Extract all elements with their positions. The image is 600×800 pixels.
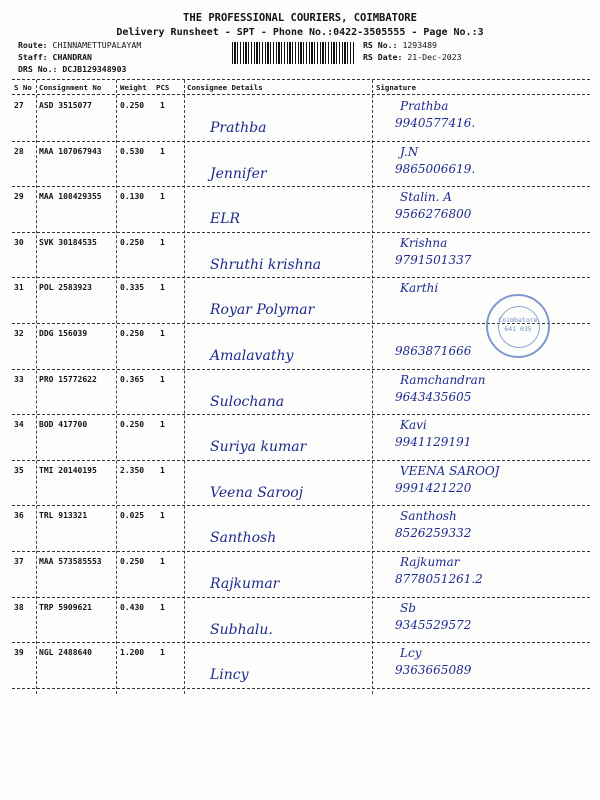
row-divider bbox=[12, 141, 590, 142]
row-pcs: 1 bbox=[160, 283, 165, 293]
row-weight: 0.250 bbox=[120, 101, 145, 110]
row-phone: 8526259332 bbox=[395, 526, 472, 541]
row-weight: 0.430 bbox=[120, 602, 145, 612]
row-weight: 0.130 bbox=[120, 192, 145, 202]
row-weight: 0.025 bbox=[120, 511, 145, 521]
row-sno: 27 bbox=[14, 101, 24, 110]
row-sno: 39 bbox=[14, 648, 24, 658]
row-signature: Karthi bbox=[400, 281, 439, 296]
table-top-rule bbox=[12, 79, 590, 80]
row-pcs: 1 bbox=[160, 602, 165, 612]
row-phone: 9863871666 bbox=[395, 344, 472, 358]
row-weight: 0.250 bbox=[120, 557, 145, 566]
row-weight: 0.250 bbox=[120, 420, 145, 430]
row-weight: 1.200 bbox=[120, 648, 145, 658]
row-weight: 0.250 bbox=[120, 329, 145, 338]
route-info bbox=[18, 40, 141, 50]
route-value: CHINNAMETTUPALAYAM bbox=[52, 40, 142, 50]
row-pcs: 1 bbox=[160, 420, 165, 430]
row-weight: 0.250 bbox=[120, 237, 145, 247]
row-signature: Lcy bbox=[400, 646, 422, 661]
row-consignee-name: Rajkumar bbox=[210, 576, 280, 592]
barcode bbox=[232, 42, 354, 64]
row-divider bbox=[12, 414, 590, 415]
row-consignee-name: Subhalu. bbox=[210, 621, 273, 638]
row-signature: VEENA SAROOJ bbox=[400, 463, 500, 478]
row-weight: 0.335 bbox=[120, 283, 145, 293]
row-sno: 37 bbox=[14, 557, 24, 566]
col-pcs: PCS bbox=[156, 83, 170, 92]
row-consignment-no: NGL 2488640 bbox=[39, 648, 92, 658]
row-consignment-no: POL 2583923 bbox=[39, 283, 92, 293]
col-weight: Weight bbox=[120, 83, 147, 92]
row-weight: 0.530 bbox=[120, 146, 145, 156]
rs-date-info bbox=[363, 52, 462, 62]
rs-no-label: RS No.: bbox=[363, 40, 398, 50]
row-sno: 31 bbox=[14, 283, 24, 293]
row-weight: 0.365 bbox=[120, 374, 145, 384]
row-divider bbox=[12, 642, 590, 643]
row-divider bbox=[12, 277, 590, 278]
row-sno: 38 bbox=[14, 602, 24, 612]
row-signature: Sb bbox=[400, 600, 416, 615]
row-weight: 2.350 bbox=[120, 465, 145, 475]
row-consignment-no: BOD 417700 bbox=[39, 420, 88, 430]
col-divider bbox=[116, 80, 117, 694]
rs-date-value: 21-Dec-2023 bbox=[407, 52, 462, 62]
row-sno: 34 bbox=[14, 420, 24, 430]
row-divider bbox=[12, 460, 590, 461]
row-phone: 9865006619. bbox=[395, 161, 476, 176]
col-sno: S No bbox=[14, 83, 32, 92]
col-divider bbox=[36, 80, 37, 694]
row-phone: 8778051261.2 bbox=[395, 572, 483, 586]
row-phone: 9363665089 bbox=[395, 663, 472, 678]
staff-label: Staff: bbox=[18, 52, 48, 62]
stamp-city: Coimbatore bbox=[498, 316, 538, 324]
row-divider bbox=[12, 688, 590, 689]
row-consignment-no: MAA 573585553 bbox=[39, 557, 102, 566]
row-divider bbox=[12, 232, 590, 233]
row-consignee-name: Veena Sarooj bbox=[210, 484, 304, 501]
stamp-pin: 641 035 bbox=[504, 325, 532, 333]
row-divider bbox=[12, 505, 590, 506]
row-phone: 9345529572 bbox=[395, 617, 472, 632]
row-pcs: 1 bbox=[160, 146, 165, 156]
row-signature: J.N bbox=[400, 144, 419, 159]
row-sno: 36 bbox=[14, 511, 24, 521]
row-consignee-name: Jennifer bbox=[210, 165, 267, 182]
row-sno: 30 bbox=[14, 237, 24, 247]
row-consignee-name: Sulochana bbox=[210, 393, 285, 410]
col-divider bbox=[372, 80, 373, 694]
row-pcs: 1 bbox=[160, 374, 165, 384]
drs-label: DRS No.: bbox=[18, 64, 58, 74]
row-sno: 33 bbox=[14, 374, 24, 384]
row-consignment-no: PRO 15772622 bbox=[39, 374, 97, 384]
row-consignment-no: TRL 913321 bbox=[39, 511, 88, 521]
staff-info bbox=[18, 52, 92, 62]
row-divider bbox=[12, 551, 590, 552]
staff-value: CHANDRAN bbox=[52, 52, 92, 62]
row-sno: 28 bbox=[14, 146, 24, 156]
row-signature: Santhosh bbox=[400, 509, 457, 524]
row-consignment-no: MAA 107067943 bbox=[39, 146, 102, 156]
row-signature: Rajkumar bbox=[400, 555, 460, 569]
row-pcs: 1 bbox=[160, 465, 165, 475]
row-consignee-name: Amalavathy bbox=[210, 348, 294, 364]
row-pcs: 1 bbox=[160, 101, 165, 110]
row-consignee-name: ELR bbox=[210, 211, 241, 228]
header-bottom-rule bbox=[12, 94, 590, 95]
rs-no-info bbox=[363, 40, 437, 50]
row-pcs: 1 bbox=[160, 557, 165, 566]
row-consignment-no: TRP 5909621 bbox=[39, 602, 92, 612]
row-divider bbox=[12, 597, 590, 598]
row-divider bbox=[12, 369, 590, 370]
row-signature: Kavi bbox=[400, 418, 427, 433]
drs-info bbox=[18, 64, 126, 74]
row-consignment-no: SVK 30184535 bbox=[39, 237, 97, 247]
row-phone: 9791501337 bbox=[395, 252, 472, 267]
row-divider bbox=[12, 186, 590, 187]
row-pcs: 1 bbox=[160, 648, 165, 658]
rs-no-value: 1293489 bbox=[402, 40, 437, 50]
row-consignee-name: Royar Polymar bbox=[210, 302, 315, 319]
row-signature: Ramchandran bbox=[400, 372, 486, 387]
row-sno: 29 bbox=[14, 192, 24, 202]
row-consignee-name: Lincy bbox=[210, 667, 249, 684]
row-pcs: 1 bbox=[160, 192, 165, 202]
runsheet-subtitle: Delivery Runsheet - SPT - Phone No.:0422-3505555 - Page No.:3 bbox=[116, 27, 484, 38]
col-consignment: Consignment No bbox=[39, 83, 102, 92]
rs-date-label: RS Date: bbox=[363, 52, 403, 62]
row-consignment-no: MAA 108429355 bbox=[39, 192, 102, 202]
row-pcs: 1 bbox=[160, 237, 165, 247]
row-pcs: 1 bbox=[160, 511, 165, 521]
row-phone: 9940577416. bbox=[395, 116, 476, 130]
row-sno: 32 bbox=[14, 329, 24, 338]
row-phone: 9566276800 bbox=[395, 207, 472, 222]
row-consignment-no: TMI 20140195 bbox=[39, 465, 97, 475]
row-consignee-name: Santhosh bbox=[210, 530, 277, 547]
row-signature: Prathba bbox=[400, 99, 449, 113]
row-phone: 9941129191 bbox=[395, 435, 472, 450]
row-consignee-name: Shruthi krishna bbox=[210, 256, 322, 273]
company-stamp bbox=[486, 294, 550, 358]
row-phone: 9643435605 bbox=[395, 389, 472, 404]
drs-value: DCJB129348903 bbox=[62, 64, 127, 74]
row-signature: Stalin. A bbox=[400, 190, 452, 205]
col-divider bbox=[184, 80, 185, 694]
col-consignee: Consignee Details bbox=[187, 83, 263, 92]
col-signature: Signature bbox=[376, 83, 417, 92]
company-title: THE PROFESSIONAL COURIERS, COIMBATORE bbox=[183, 12, 417, 24]
row-sno: 35 bbox=[14, 465, 24, 475]
row-signature: Krishna bbox=[400, 235, 448, 250]
row-pcs: 1 bbox=[160, 329, 165, 338]
row-consignee-name: Suriya kumar bbox=[210, 439, 307, 456]
row-phone: 9991421220 bbox=[395, 480, 472, 495]
row-consignee-name: Prathba bbox=[210, 120, 267, 136]
route-label: Route: bbox=[18, 40, 48, 50]
row-consignment-no: ASD 3515077 bbox=[39, 101, 92, 110]
row-consignment-no: DDG 156039 bbox=[39, 329, 88, 338]
